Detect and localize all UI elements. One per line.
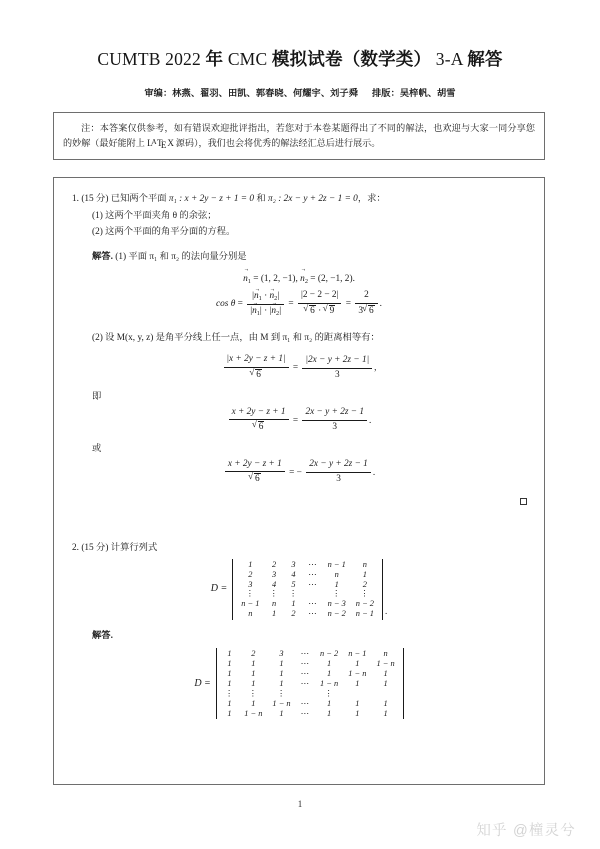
cell: 1 (355, 678, 360, 688)
bisector-minus-equation (70, 459, 528, 486)
qed-square-problem-1 (520, 498, 527, 505)
problem-1-stem (70, 192, 528, 207)
bisector-abs-equation (70, 354, 528, 381)
cell: 1 (291, 599, 296, 609)
cell: 1 (272, 609, 277, 619)
determinant-2-row (220, 659, 400, 669)
cell: ⋯ (300, 698, 310, 708)
vector-n1-value: (1, 2, −1) (260, 273, 296, 284)
byline (0, 85, 600, 99)
problem-2-number: 2. (72, 542, 79, 553)
determinant-2-body (220, 649, 400, 718)
cell: 4 (272, 579, 277, 589)
determinant-1 (232, 559, 383, 620)
vector-n1-symbol: → $n_1$ (243, 272, 251, 287)
cell: 1 (227, 649, 232, 659)
determinant-2-wrapper (194, 648, 403, 719)
determinant-1-wrapper (211, 559, 388, 620)
word-namely: 即 (92, 391, 102, 402)
cos-step1-denominator: |→ $n_1|$ · |→ $n_2|$ (247, 305, 284, 318)
abs-lhs-fraction (224, 354, 289, 381)
title-year: 年 (205, 49, 224, 69)
minus-sign: − (296, 467, 302, 478)
word-or: 或 (92, 443, 102, 454)
cos-step1-numerator: |→ $n_1$ · → $n_2|$ (247, 291, 284, 305)
page-number: 1 (297, 799, 303, 809)
cos-step2-numerator: |2 − 2 − 2| (298, 290, 341, 304)
determinant-1-row (236, 580, 379, 590)
cell: n − 1 (355, 609, 374, 619)
typesetters-label: 排版： (372, 88, 400, 98)
cell: ⋮ (245, 589, 256, 599)
cell: 1 (279, 678, 284, 688)
editors-label: 审编： (144, 88, 173, 98)
cell: n (248, 609, 253, 619)
plus-rhs-numerator: 2x − y + 2z − 1 (302, 407, 367, 421)
minus-equals: = (289, 467, 295, 478)
cell: 3 (279, 649, 284, 659)
cell: 1 (383, 678, 388, 688)
equals-sign-n1: = (253, 273, 259, 284)
normals-period: . (352, 273, 355, 284)
plane-2-equation: 2x − y + 2z − 1 = 0 (283, 194, 358, 204)
plus-period: . (369, 415, 372, 426)
problem-1-stem-suffix: ，求： (357, 194, 386, 204)
cell: 1 − n (320, 678, 339, 688)
cell: 3 (272, 569, 277, 579)
determinant-1-row (236, 589, 379, 599)
typesetters-names: 吴梓帆、胡雪 (399, 88, 456, 98)
vector-n2-value: (2, −1, 2) (317, 273, 353, 284)
cos-period: . (379, 299, 382, 310)
cell: ⋯ (300, 649, 310, 659)
determinant-2-row (220, 649, 400, 659)
cell: 1 (279, 708, 284, 718)
determinant-2-row (220, 679, 400, 689)
abs-lhs-numerator: |x + 2y − z + 1| (224, 354, 289, 368)
minus-lhs-numerator: x + 2y − z + 1 (225, 459, 285, 473)
cell: ⋮ (360, 589, 370, 599)
minus-lhs-fraction (225, 459, 285, 486)
determinant-1-row (236, 609, 379, 619)
determinant-1-period: . (385, 605, 388, 616)
abs-lhs-denominator: √ 6 (224, 368, 289, 382)
cell: 1 (251, 658, 256, 668)
cell (371, 689, 399, 699)
determinant-1-body (236, 560, 379, 619)
plus-lhs-denominator: √ 6 (229, 420, 289, 434)
editors-names: 林燕、翟羽、田凯、郭春晓、何耀宇、刘子舜 (172, 88, 358, 98)
abs-comma: , (374, 363, 377, 374)
problem-2-points: (15 分) (81, 542, 109, 553)
equals-sign-n2: = (310, 273, 316, 284)
plane-2-label: π₂ : (268, 194, 282, 204)
determinant-2-row (220, 709, 400, 719)
cell: 1 (251, 668, 256, 678)
cell: 1 (248, 559, 253, 569)
cell: ⋯ (308, 599, 318, 609)
problem-1-subquestion-1: (1) 这两个平面夹角 θ 的余弦； (92, 210, 217, 221)
cos-equals-3: = (345, 299, 351, 310)
cell: 1 − n (348, 668, 367, 678)
problem-1-solution-part2: (2) 设 M(x, y, z) 是角平分线上任一点，由 M 到 π₁ 和 π₂ 的距离相等有： (92, 332, 380, 343)
cos-theta-lhs: cos θ (216, 299, 236, 310)
cell: 1 (227, 698, 232, 708)
problem-2-solution-determinant-display (70, 648, 528, 719)
cell: 5 (291, 579, 296, 589)
abs-rhs-denominator: 3 (334, 369, 340, 380)
determinant-2-row (220, 699, 400, 709)
problem-1-number: 1. (72, 194, 79, 204)
minus-rhs-numerator: 2x − y + 2z − 1 (306, 459, 371, 473)
cell: n − 1 (348, 649, 367, 659)
cell: ⋮ (269, 589, 279, 599)
bisector-plus-equation (70, 407, 528, 434)
solution-label-1: 解答. (92, 251, 113, 262)
determinant-2-row (220, 669, 400, 679)
cell: n (362, 559, 367, 569)
determinant-2 (216, 648, 404, 719)
solution-label-2: 解答. (92, 631, 113, 642)
cell: ⋯ (308, 579, 318, 589)
note-lead-text: 注：本答案仅供参考，如有错误欢迎批评指出，若您对于本卷某题得出了不同的解法，也欢迎与大家一同分享您的妙解（最好能附上 (63, 123, 535, 148)
cell: ⋯ (300, 668, 310, 678)
cos-result-denominator: 3 √ 6 (355, 304, 377, 318)
minus-lhs-denominator: √ 6 (225, 472, 285, 486)
determinant-1-row (236, 599, 379, 609)
abs-rhs-numerator: |2x − y + 2z − 1| (302, 355, 372, 369)
cell: 3 (291, 559, 296, 569)
cos-fraction-result (355, 290, 377, 317)
title-latin-lead: CUMTB 2022 (97, 49, 201, 69)
cell: 1 − n (376, 658, 395, 668)
normals-separator: , (295, 273, 298, 284)
cell: n − 1 (327, 559, 346, 569)
problem-2-determinant-display (70, 559, 528, 620)
cell: 1 − n (244, 708, 263, 718)
abs-rhs-fraction (302, 355, 372, 381)
cell: 2 (251, 649, 256, 659)
problem-1-subquestion-2: (2) 这两个平面的角平分面的方程。 (92, 226, 236, 237)
title-exam: CMC (227, 49, 268, 69)
cell: n − 1 (241, 599, 260, 609)
minus-period: . (372, 467, 376, 478)
problem-1-conjunction: 和 (256, 194, 266, 204)
cos-fraction-step1 (247, 291, 284, 317)
cell: ⋮ (288, 589, 299, 599)
plus-rhs-denominator: 3 (332, 421, 338, 432)
cell: 1 (383, 708, 388, 718)
cell: 1 (355, 708, 360, 718)
cell: 2 (362, 579, 367, 589)
determinant-2-label: D = (194, 677, 211, 689)
cell: n (383, 649, 388, 659)
plane-1-equation: x + 2y − z + 1 = 0 (184, 194, 255, 204)
cell: 1 (227, 658, 232, 668)
latex-logo: $L^ATEX$ (147, 137, 174, 150)
cell: n − 3 (327, 599, 346, 609)
determinant-1-table (236, 560, 379, 619)
cell: 4 (291, 569, 296, 579)
problem-2-solution-label-line (70, 629, 528, 644)
cos-result-numerator: 2 (355, 290, 377, 304)
cell (343, 689, 371, 699)
cos-equals-1: = (237, 299, 243, 310)
cell: 1 (355, 658, 360, 668)
cell: 2 (272, 559, 277, 569)
cell: 2 (291, 609, 296, 619)
note-box (53, 112, 545, 160)
minus-rhs-denominator: 3 (336, 473, 341, 484)
cell: ⋮ (224, 688, 235, 698)
cell: 1 (251, 678, 256, 688)
cell: ⋮ (324, 688, 334, 698)
determinant-1-row (236, 570, 379, 580)
cell: ⋮ (248, 688, 258, 698)
cell: n − 2 (327, 609, 346, 619)
cell: ⋯ (300, 678, 310, 688)
cell: n − 2 (355, 599, 374, 609)
problem-1-stem-prefix: 已知两个平面 (110, 194, 167, 204)
cell: ⋮ (331, 589, 342, 599)
plus-rhs-fraction (302, 407, 367, 433)
cell: ⋯ (308, 569, 318, 579)
determinant-1-row (236, 560, 379, 570)
problem-2-stem-text: 计算行列式 (110, 542, 158, 553)
cell: ⋯ (308, 609, 318, 619)
cell (303, 589, 322, 599)
plus-lhs-numerator: x + 2y − z + 1 (229, 407, 289, 421)
cell: 1 (251, 698, 256, 708)
problem-2-stem (70, 541, 528, 556)
cell: n (334, 569, 339, 579)
cos-equals-2: = (288, 299, 294, 310)
cell: 1 (327, 658, 332, 668)
cell: 1 (327, 708, 332, 718)
cos-step2-denominator: √ 6 · √ 9 (298, 304, 341, 318)
cell: ⋯ (308, 559, 318, 569)
cell: n − 2 (320, 649, 339, 659)
watermark: 知乎 @橦灵兮 (476, 823, 576, 839)
cell: 1 (279, 668, 284, 678)
cell: 1 (334, 579, 339, 589)
cell: 1 (227, 668, 232, 678)
title-code: 3-A (435, 49, 463, 69)
page-title (0, 0, 600, 71)
cell: 1 (362, 569, 367, 579)
solution-1-part1-text: (1) 平面 π₁ 和 π₂ 的法向量分别是 (115, 251, 247, 262)
cosine-formula-display (70, 290, 528, 317)
cell: ⋮ (276, 688, 287, 698)
cell: 1 (355, 698, 360, 708)
cell: ⋯ (300, 708, 310, 718)
normals-display (70, 272, 528, 287)
determinant-2-table (220, 649, 400, 718)
cell: ⋯ (300, 658, 310, 668)
plane-1-label: π₁ : (168, 194, 183, 204)
problems-container (53, 177, 545, 785)
problem-1-points: (15 分) (81, 194, 109, 204)
cell: 1 (383, 698, 388, 708)
cell: 1 (227, 678, 232, 688)
cell: 3 (248, 579, 253, 589)
cell: 1 (383, 668, 388, 678)
plus-equals: = (292, 415, 299, 426)
determinant-1-label: D = (210, 583, 228, 595)
determinant-2-row (220, 689, 400, 699)
note-tail-text: 源码），我们也会将优秀的解法经汇总后进行展示。 (173, 138, 381, 148)
cell: 1 − n (272, 698, 291, 708)
title-cjk-end: 解答 (467, 49, 503, 69)
minus-rhs-fraction (306, 459, 371, 485)
cell: n (272, 599, 277, 609)
plus-lhs-fraction (229, 407, 289, 434)
title-cjk-mid: 模拟试卷（数学类） (271, 49, 432, 69)
cell (296, 689, 315, 699)
cell: 1 (279, 658, 284, 668)
cell: 2 (248, 569, 253, 579)
vector-n2-symbol: → $n_2$ (300, 272, 308, 287)
cell: 1 (327, 698, 332, 708)
abs-equals: = (292, 363, 299, 374)
cell: 1 (227, 708, 232, 718)
cell: 1 (327, 668, 332, 678)
cos-fraction-step2 (298, 290, 341, 317)
problem-1-solution-part1 (70, 250, 528, 265)
